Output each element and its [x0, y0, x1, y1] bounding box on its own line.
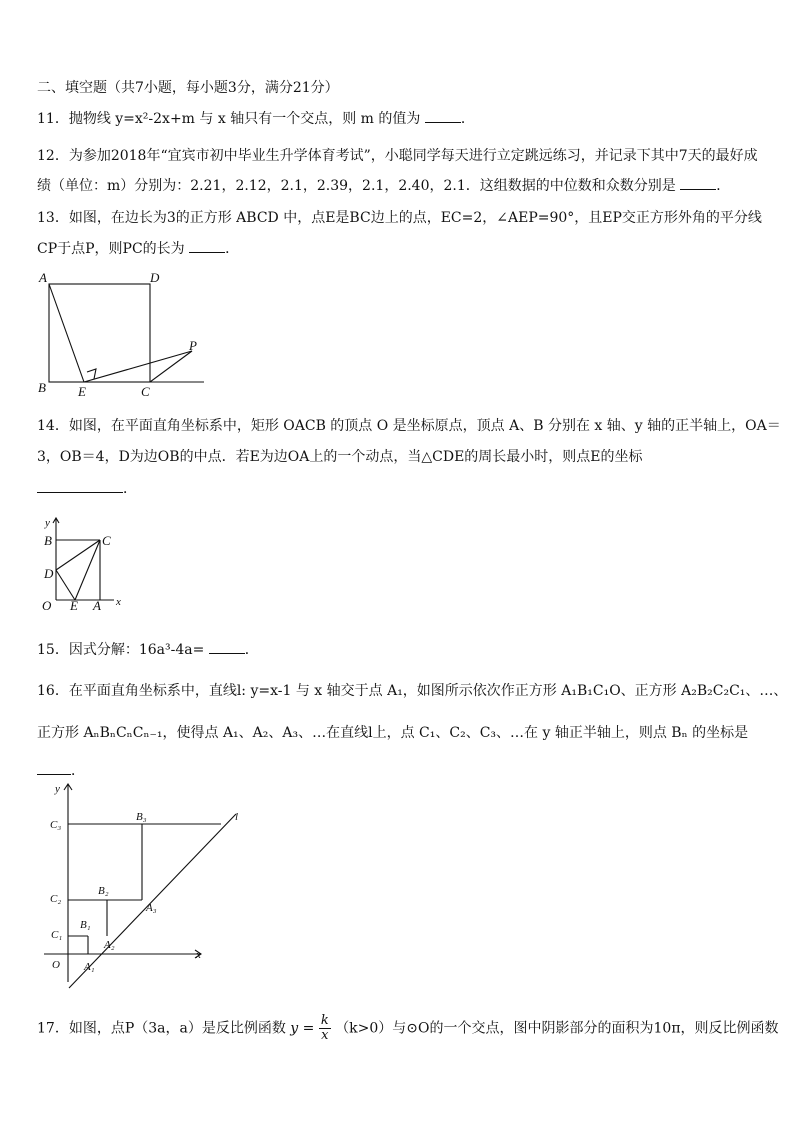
question-15-text: 15．因式分解：16a³-4a= [37, 642, 205, 658]
period: ． [225, 241, 240, 257]
label-B3: B₃ [136, 811, 147, 823]
section-title: 二、填空题（共7小题，每小题3分，满分21分） [37, 80, 339, 96]
label-A1: A₁ [84, 961, 95, 973]
fraction-denominator: x [321, 1028, 329, 1043]
label-O: O [42, 598, 52, 613]
question-12-line1: 12．为参加2018年“宜宾市初中毕业生升学体育考试”，小聪同学每天进行立定跳远练习，并记录下其中7天的最好成 [37, 148, 758, 164]
label-A: A [93, 598, 101, 613]
label-D: D [150, 270, 160, 285]
question-11-text: 11．抛物线 y=x²-2x+m 与 x 轴只有一个交点，则 m 的值为 [37, 111, 421, 127]
y-equals: y = [290, 1020, 315, 1037]
label-A2: A₂ [104, 939, 115, 951]
label-C1: C₁ [51, 929, 63, 941]
figure-13-square [34, 268, 214, 400]
label-C3: C₃ [50, 819, 62, 831]
period: ． [460, 111, 475, 127]
question-12-line2 [37, 177, 730, 195]
answer-blank [37, 492, 123, 493]
label-E: E [78, 384, 86, 399]
label-C: C [102, 533, 111, 548]
fraction-k-over-x [319, 1014, 331, 1043]
question-17-text-post: （k>0）与⊙O的一个交点，图中阴影部分的面积为10π，则反比例函数 [335, 1020, 779, 1037]
label-P: P [189, 338, 197, 353]
label-E: E [70, 598, 78, 613]
label-B2: B₂ [98, 885, 109, 897]
fraction-numerator: k [320, 1013, 329, 1028]
question-16-line1: 16．在平面直角坐标系中，直线l: y=x-1 与 x 轴交于点 A₁，如图所示依次作正方形 A₁B₁C₁O、正方形 A₂B₂C₂C₁、…、 [37, 683, 788, 699]
question-17-text-pre: 17．如图，点P（3a，a）是反比例函数 [37, 1020, 286, 1037]
label-C: C [141, 384, 150, 399]
question-13-text: CP于点P，则PC的长为 [37, 241, 185, 257]
period: ． [716, 178, 731, 194]
label-x: x [196, 949, 201, 961]
label-y: y [55, 783, 60, 795]
question-14-line1: 14．如图，在平面直角坐标系中，矩形 OACB 的顶点 O 是坐标原点，顶点 A、B 分别在 x 轴、y 轴的正半轴上，OA＝ [37, 418, 781, 434]
question-14-line2: 3，OB＝4，D为边OB的中点．若E为边OA上的一个动点，当△CDE的周长最小时，则点E的坐标 [37, 449, 643, 465]
label-l: l [235, 811, 239, 823]
label-O: O [52, 959, 60, 971]
label-C2: C₂ [50, 893, 62, 905]
label-y: y [45, 517, 50, 529]
label-B: B [44, 533, 52, 548]
label-A: A [39, 270, 47, 285]
label-B: B [38, 380, 46, 395]
question-17 [37, 1014, 779, 1043]
question-13-line1: 13．如图，在边长为3的正方形 ABCD 中，点E是BC边上的点，EC=2，∠AEP=90°，且EP交正方形外角的平分线 [37, 210, 762, 226]
question-13-line2 [37, 240, 239, 258]
answer-blank [189, 252, 225, 253]
period: ． [71, 763, 85, 779]
answer-blank [37, 774, 71, 775]
period: ． [123, 481, 137, 497]
figure-16-squares-on-line [36, 776, 246, 990]
answer-blank [425, 122, 461, 123]
question-11 [37, 110, 475, 128]
question-15 [37, 641, 259, 659]
question-12-text: 绩（单位：m）分别为：2.21，2.12，2.1，2.39，2.1，2.40，2.1．这组数据的中位数和众数分别是 [37, 178, 676, 194]
question-16-line2: 正方形 AₙBₙCₙCₙ₋₁，使得点 A₁、A₂、A₃、…在直线l上，点 C₁、C₂、C₃、…在 y 轴正半轴上，则点 Bₙ 的坐标是 [37, 725, 749, 741]
label-D: D [44, 566, 54, 581]
answer-blank [680, 189, 716, 190]
answer-blank [209, 653, 245, 654]
figure-14-coordinate-rectangle [34, 512, 134, 614]
label-B1: B₁ [80, 919, 91, 931]
label-x: x [116, 596, 121, 608]
label-A3: A₃ [146, 902, 157, 914]
question-14-line3 [37, 480, 137, 498]
period: ． [244, 642, 259, 658]
